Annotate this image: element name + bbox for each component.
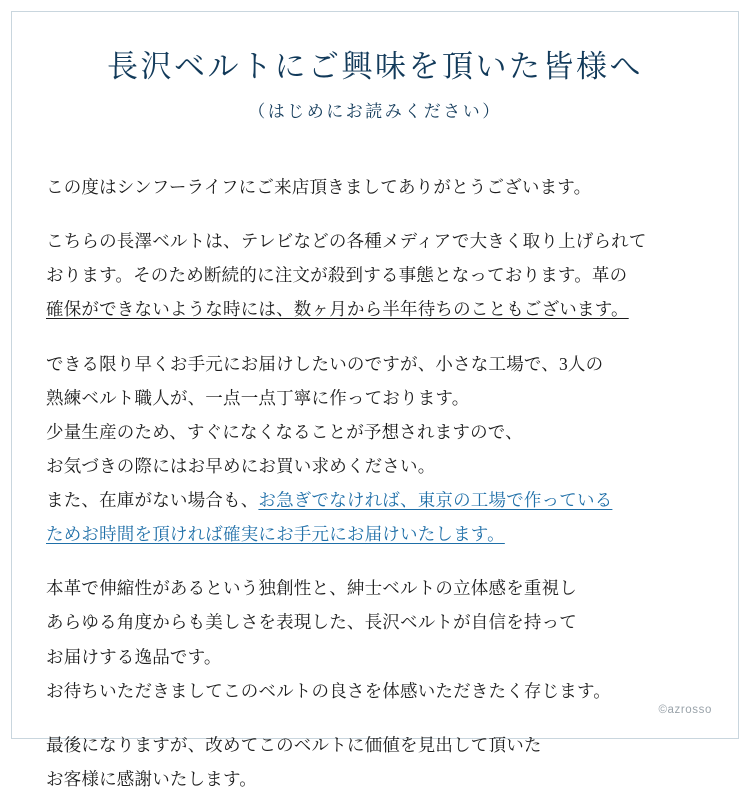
paragraph-quality xyxy=(46,571,706,708)
paragraph-line: お気づきの際にはお早めにお買い求めください。 xyxy=(46,455,436,476)
paragraph-line-mixed xyxy=(46,483,706,517)
paragraph-line: できる限り早くお手元にお届けしたいのですが、小さな工場で、3人の xyxy=(46,353,604,374)
paragraph-line: こちらの長澤ベルトは、テレビなどの各種メディアで大きく取り上げられて xyxy=(46,231,647,252)
copyright-notice: ©azrosso xyxy=(658,704,712,716)
page-title: 長沢ベルトにご興味を頂いた皆様へ xyxy=(107,49,643,84)
paragraph-media xyxy=(46,224,706,326)
paragraph-line-highlight: ためお時間を頂ければ確実にお手元にお届けいたします。 xyxy=(46,524,505,545)
paragraph-line: お客様に感謝いたします。 xyxy=(46,768,257,789)
paragraph-text-plain: また、在庫がない場合も、 xyxy=(46,490,259,510)
paragraph-line: 少量生産のため、すぐになくなることが予想されますので、 xyxy=(46,421,523,442)
paragraph-line: お待ちいただきましてこのベルトの良さを体感いただきたく存じます。 xyxy=(46,680,611,701)
paragraph-line: お届けする逸品です。 xyxy=(46,646,222,667)
paragraph-text-highlight: お急ぎでなければ、東京の工場で作っている xyxy=(258,490,613,510)
paragraph-greeting xyxy=(46,170,706,204)
document-header xyxy=(0,48,750,122)
paragraph-line: 本革で伸縮性があるという独創性と、紳士ベルトの立体感を重視し xyxy=(46,578,577,599)
paragraph-line-underlined: 確保ができないような時には、数ヶ月から半年待ちのこともございます。 xyxy=(46,299,629,320)
page-subtitle: （はじめにお読みください） xyxy=(248,102,502,122)
paragraph-production xyxy=(46,347,706,552)
paragraph-closing xyxy=(46,728,706,796)
paragraph-line: おります。そのため断続的に注文が殺到する事態となっております。革の xyxy=(46,265,628,286)
paragraph-line: 最後になりますが、改めてこのベルトに価値を見出して頂いた xyxy=(46,734,542,755)
paragraph-line: あらゆる角度からも美しさを表現した、長沢ベルトが自信を持って xyxy=(46,612,577,633)
paragraph-line: 熟練ベルト職人が、一点一点丁寧に作っております。 xyxy=(46,387,470,408)
paragraph-line: この度はシンフーライフにご来店頂きましてありがとうございます。 xyxy=(46,177,592,197)
document-body xyxy=(46,170,706,810)
